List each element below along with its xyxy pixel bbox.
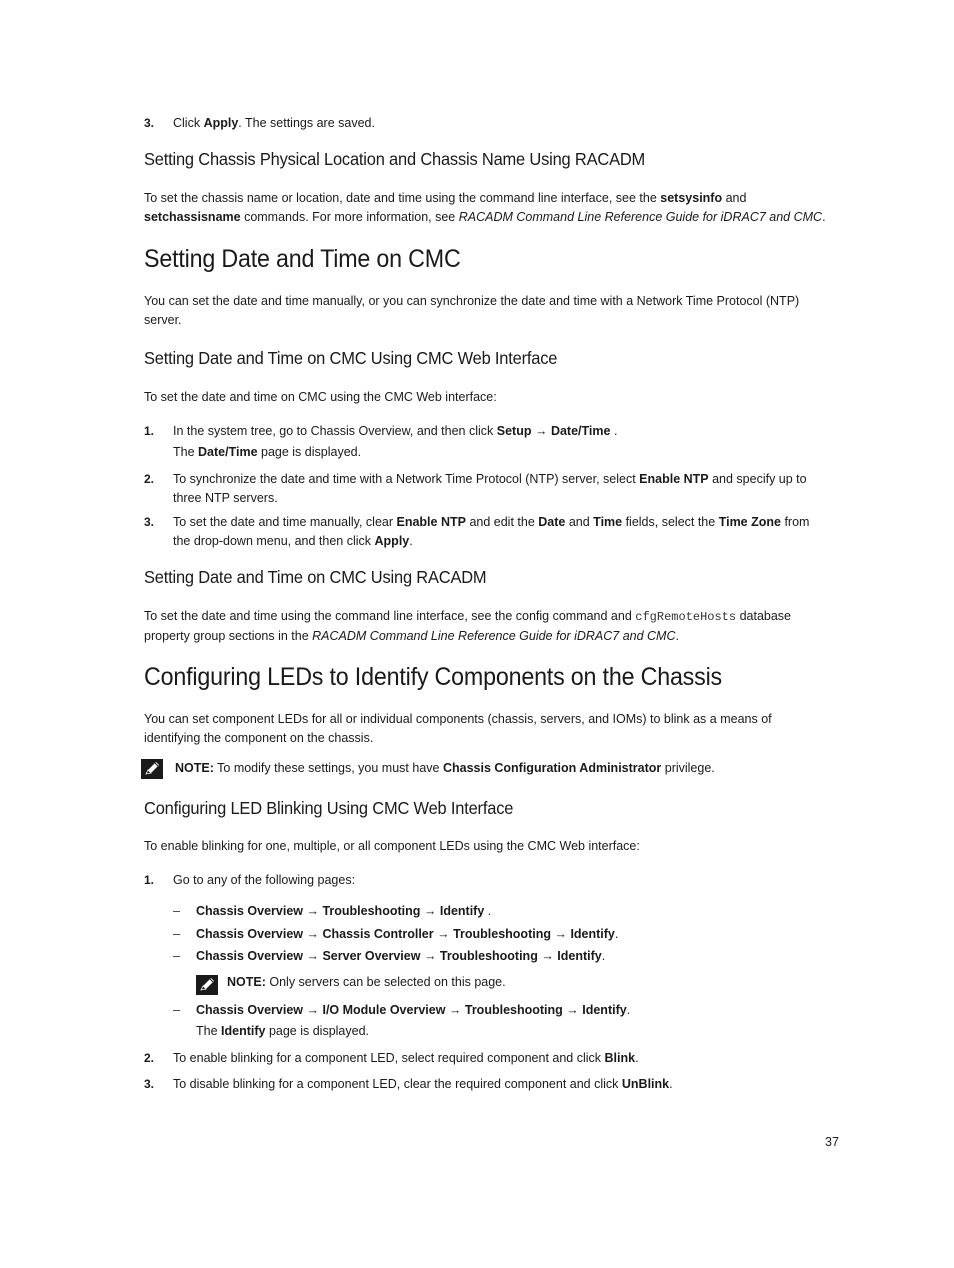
page-number: 37: [825, 1135, 839, 1149]
ui-term: Server Overview: [322, 949, 421, 963]
arrow: →: [420, 904, 440, 918]
text-line: You can set component LEDs for all or individual components (chassis, servers, and IOMs) to blink as a means of: [144, 712, 772, 726]
text: privilege.: [661, 761, 715, 775]
step-number: [144, 470, 154, 489]
note-text: [227, 973, 506, 992]
step-number: 3.: [144, 116, 155, 130]
ui-term: Identify: [582, 1003, 627, 1017]
note-icon: [141, 759, 163, 782]
doc-reference: RACADM Command Line Reference Guide for iDRAC7 and CMC: [312, 629, 676, 643]
text: and specify up to: [708, 472, 807, 486]
text: . The settings are saved.: [238, 116, 375, 130]
arrow: →: [420, 949, 440, 963]
text: and: [565, 515, 594, 529]
text: page is displayed.: [265, 1024, 370, 1038]
arrow: →: [433, 927, 454, 941]
text: .: [635, 1051, 639, 1065]
arrow: →: [303, 949, 323, 963]
text: .: [675, 629, 679, 643]
step-number-text: 1.: [144, 424, 155, 438]
text: and: [722, 191, 747, 205]
step-3-text: [173, 513, 809, 551]
dash: –: [173, 1003, 180, 1017]
text-line: server.: [144, 313, 182, 327]
ui-term: Apply: [203, 116, 239, 130]
ui-term: Chassis Controller: [322, 927, 434, 941]
step-number: [144, 1049, 154, 1068]
section-heading: Setting Chassis Physical Location and Chassis Name Using RACADM: [144, 149, 646, 169]
text: .: [822, 210, 826, 224]
ui-term: Setup: [496, 424, 532, 438]
ui-term: I/O Module Overview: [322, 1003, 446, 1017]
ui-term: Identify: [570, 927, 615, 941]
text: and edit the: [465, 515, 539, 529]
step-number: [144, 422, 154, 441]
text: page is displayed.: [257, 445, 362, 459]
step-number-text: 2.: [144, 472, 155, 486]
list-dash: [173, 1001, 180, 1020]
arrow: →: [562, 1003, 583, 1017]
command-name: setchassisname: [144, 210, 241, 224]
step-text: [173, 1049, 639, 1068]
ui-term: Chassis Overview: [196, 927, 304, 941]
list-item: [196, 1001, 630, 1041]
step-3-top-text: [173, 114, 375, 133]
text: To synchronize the date and time with a Network Time Protocol (NTP) server, select: [173, 472, 640, 486]
step-text: [173, 1075, 673, 1094]
step-number: [144, 871, 154, 890]
ui-term: Time Zone: [718, 515, 781, 529]
text: The: [196, 1024, 222, 1038]
ui-term: Troubleshooting: [439, 949, 538, 963]
main-heading: Setting Date and Time on CMC: [144, 245, 461, 273]
text-line: identifying the component on the chassis.: [144, 731, 374, 745]
dash: –: [173, 949, 180, 963]
ui-term: Troubleshooting: [464, 1003, 563, 1017]
list-item: [196, 947, 605, 966]
text: To set the chassis name or location, date and time using the command line interface, see the: [144, 191, 661, 205]
ui-term: Date: [538, 515, 566, 529]
section-heading: Setting Date and Time on CMC Using RACADM: [144, 567, 487, 587]
ui-term: Enable NTP: [639, 472, 709, 486]
text: database: [736, 609, 792, 623]
ui-term: Chassis Configuration Administrator: [442, 761, 662, 775]
list-item: [196, 925, 618, 944]
step-2-text: [173, 470, 807, 508]
note-label: NOTE:: [175, 761, 214, 775]
note-label: NOTE:: [227, 975, 266, 989]
text: .: [601, 949, 606, 963]
arrow: →: [531, 424, 551, 438]
ui-term: Chassis Overview: [196, 904, 304, 918]
text: .: [610, 424, 618, 438]
note-icon: [196, 975, 218, 998]
step-3-top: [144, 114, 154, 133]
step-number-text: 2.: [144, 1051, 155, 1065]
text: from: [780, 515, 810, 529]
ui-term: Troubleshooting: [322, 904, 421, 918]
text: commands. For more information, see: [240, 210, 459, 224]
note-text: [175, 759, 715, 778]
paragraph: [144, 292, 844, 330]
main-heading: Configuring LEDs to Identify Components on the Chassis: [144, 663, 722, 691]
ui-term: Blink: [604, 1051, 636, 1065]
list-dash: [173, 902, 180, 921]
list-dash: [173, 947, 180, 966]
text: In the system tree, go to Chassis Overview, and then click: [173, 424, 497, 438]
ui-term: Identify: [221, 1024, 266, 1038]
step-1-text: [173, 422, 617, 462]
text: .: [409, 534, 413, 548]
text: To set the date and time manually, clear: [173, 515, 397, 529]
arrow: →: [445, 1003, 465, 1017]
ui-term: UnBlink: [621, 1077, 670, 1091]
ui-term: Chassis Overview: [196, 949, 304, 963]
ui-term: Time: [593, 515, 623, 529]
arrow: →: [537, 949, 558, 963]
text: Only servers can be selected on this page.: [265, 975, 506, 989]
section-heading: Setting Date and Time on CMC Using CMC Web Interface: [144, 348, 558, 368]
doc-reference: RACADM Command Line Reference Guide for iDRAC7 and CMC: [458, 210, 823, 224]
text: .: [614, 927, 619, 941]
ui-term: Identify: [557, 949, 602, 963]
text: To set the date and time using the command line interface, see the config command and: [144, 609, 636, 623]
step-number-text: 3.: [144, 515, 155, 529]
paragraph: To enable blinking for one, multiple, or all component LEDs using the CMC Web interface:: [144, 839, 640, 853]
arrow: →: [303, 1003, 323, 1017]
text: .: [626, 1003, 631, 1017]
text-line: three NTP servers.: [173, 491, 278, 505]
paragraph: [144, 710, 772, 748]
arrow: →: [550, 927, 571, 941]
paragraph: To set the date and time on CMC using the CMC Web interface:: [144, 390, 497, 404]
code-term: cfgRemoteHosts: [635, 610, 737, 624]
dash: –: [173, 927, 180, 941]
command-name: setsysinfo: [660, 191, 723, 205]
text: property group sections in the: [144, 629, 313, 643]
paragraph: [144, 189, 844, 227]
ui-term: Apply: [374, 534, 410, 548]
ui-term: Date/Time: [550, 424, 611, 438]
list-dash: [173, 925, 180, 944]
text: the drop-down menu, and then click: [173, 534, 375, 548]
text: To disable blinking for a component LED, clear the required component and click: [173, 1077, 622, 1091]
arrow: →: [303, 904, 323, 918]
ui-term: Enable NTP: [396, 515, 466, 529]
ui-term: Troubleshooting: [453, 927, 551, 941]
step-number-text: 3.: [144, 1077, 155, 1091]
ui-term: Date/Time: [198, 445, 258, 459]
step-number: [144, 1075, 154, 1094]
step-text: Go to any of the following pages:: [173, 873, 356, 887]
text: The: [173, 445, 199, 459]
text-line: You can set the date and time manually, or you can synchronize the date and time with a Network Time Protocol (NTP): [144, 294, 800, 308]
ui-term: Chassis Overview: [196, 1003, 304, 1017]
dash: –: [173, 904, 180, 918]
list-item: [196, 902, 491, 921]
section-heading: Configuring LED Blinking Using CMC Web Interface: [144, 798, 514, 818]
text: .: [669, 1077, 673, 1091]
step-number: [144, 513, 154, 532]
text: .: [484, 904, 492, 918]
ui-term: Identify: [439, 904, 485, 918]
text: fields, select the: [622, 515, 719, 529]
text: Click: [173, 116, 204, 130]
step-number-text: 1.: [144, 873, 155, 887]
text: To modify these settings, you must have: [213, 761, 443, 775]
arrow: →: [303, 927, 323, 941]
paragraph: [144, 607, 791, 646]
text: To enable blinking for a component LED, select required component and click: [173, 1051, 605, 1065]
